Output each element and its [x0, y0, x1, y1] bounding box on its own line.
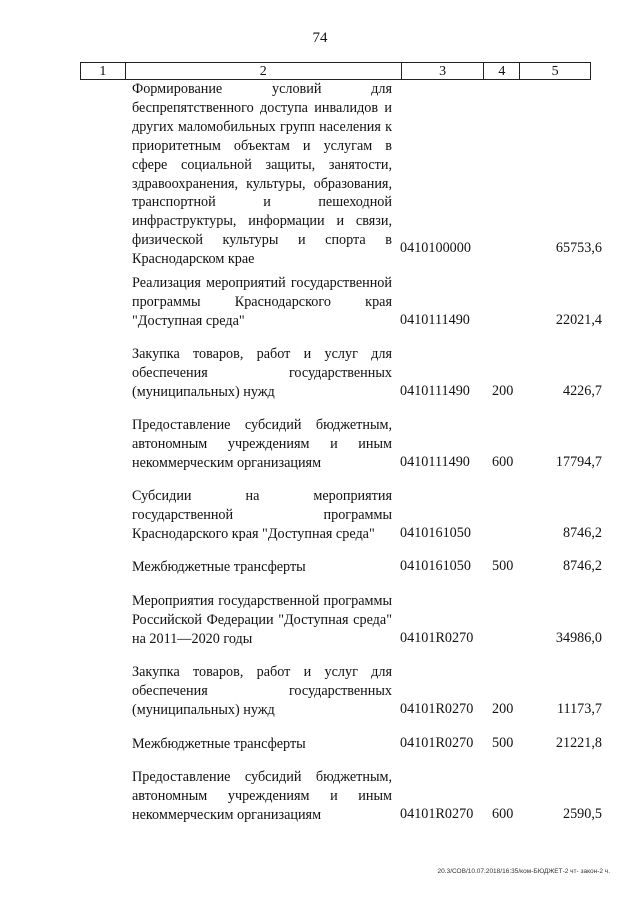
- row-code: 0410161050: [400, 558, 471, 574]
- row-code: 0410111490: [400, 312, 470, 328]
- header-col-4: 4: [484, 63, 520, 79]
- row-code: 04101R0270: [400, 701, 474, 717]
- row-amount: 65753,6: [555, 240, 602, 256]
- row-description: Предоставление субсидий бюджетным, автономным учреждениям и иным некоммерческим организациям: [132, 417, 392, 471]
- row-amount: 8746,2: [562, 525, 602, 541]
- header-col-5: 5: [551, 64, 559, 79]
- row-code: 0410111490: [400, 454, 470, 470]
- row-amount: 34986,0: [555, 630, 602, 646]
- row-vr: 600: [492, 454, 514, 470]
- row-description: Субсидии на мероприятия государственной программы Краснодарского края "Доступная среда": [132, 488, 392, 542]
- row-amount: 22021,4: [555, 312, 602, 328]
- header-col-1: 1: [81, 63, 126, 79]
- row-amount: 11173,7: [556, 701, 602, 717]
- row-code: 04101R0270: [400, 806, 474, 822]
- row-code: 04101R0270: [400, 630, 474, 646]
- row-vr: 200: [492, 701, 514, 717]
- row-amount: 2590,5: [562, 806, 602, 822]
- row-amount: 17794,7: [555, 454, 602, 470]
- document-footer-code: 20.3/СОВ/10.07.2018/16:35/ком-БЮДЖЕТ-2 чт- закон-2 ч.: [437, 868, 610, 875]
- row-vr: 500: [492, 735, 514, 751]
- row-code: 0410161050: [400, 525, 471, 541]
- header-col-2: 2: [126, 63, 402, 79]
- row-description: Предоставление субсидий бюджетным, автономным учреждениям и иным некоммерческим организациям: [132, 769, 392, 823]
- row-vr: 600: [492, 806, 514, 822]
- row-description: Закупка товаров, работ и услуг для обеспечения государственных (муниципальных) нужд: [132, 346, 392, 400]
- row-vr: 200: [492, 383, 514, 399]
- table-header: [80, 62, 591, 80]
- row-description: Формирование условий для беспрепятственного доступа инвалидов и других маломобильных групп населения к приоритетным объектам и услугам в сфере социальной защиты, занятости, здравоохранения, культуры, образования, транспортной и пешеходной инфраструктуры, информации и связи, физической культуры и спорта в Краснодарском крае: [132, 81, 392, 268]
- row-amount: 21221,8: [555, 735, 602, 751]
- row-description: Реализация мероприятий государственной программы Краснодарского края "Доступная среда": [132, 275, 392, 329]
- row-vr: 500: [492, 558, 514, 574]
- row-code: 0410100000: [400, 240, 471, 256]
- row-code: 0410111490: [400, 383, 470, 399]
- page-number: 74: [312, 30, 328, 46]
- row-amount: 4226,7: [562, 383, 602, 399]
- header-col-3: 3: [402, 63, 485, 79]
- row-amount: 8746,2: [562, 558, 602, 574]
- row-description: Межбюджетные трансферты: [132, 736, 306, 752]
- row-description: Межбюджетные трансферты: [132, 559, 306, 575]
- row-description: Мероприятия государственной программы Российской Федерации "Доступная среда" на 2011—2020 годы: [132, 593, 392, 647]
- row-description: Закупка товаров, работ и услуг для обеспечения государственных (муниципальных) нужд: [132, 664, 392, 718]
- row-code: 04101R0270: [400, 735, 474, 751]
